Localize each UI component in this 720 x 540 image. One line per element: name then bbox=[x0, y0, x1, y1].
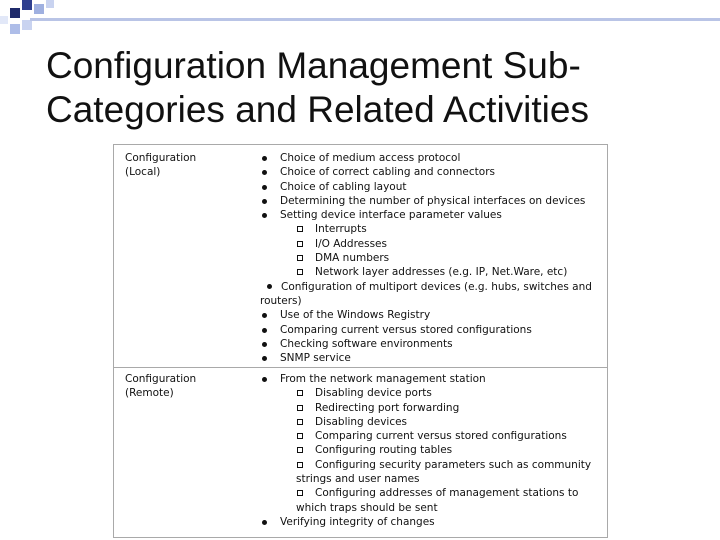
bullet-item: SNMP service bbox=[260, 351, 605, 365]
sub-bullet-item: Redirecting port forwarding bbox=[260, 401, 605, 415]
activities-cell-remote bbox=[260, 372, 605, 529]
bullet-dot-icon bbox=[262, 156, 267, 161]
category-line: Configuration bbox=[125, 152, 197, 164]
category-cell-remote bbox=[125, 372, 245, 401]
sub-bullet-item: Configuring routing tables bbox=[260, 443, 605, 457]
bullet-item: Checking software environments bbox=[260, 337, 605, 351]
bullet-item: From the network management station bbox=[260, 372, 605, 386]
category-line: (Remote) bbox=[125, 387, 174, 400]
activities-table bbox=[113, 144, 608, 538]
square-bullet-icon bbox=[297, 490, 303, 496]
sub-bullet-item: Configuring security parameters such as community bbox=[260, 458, 605, 472]
bullet-dot-icon bbox=[262, 328, 267, 333]
decor-square bbox=[0, 16, 8, 24]
bullet-item: Choice of correct cabling and connectors bbox=[260, 165, 605, 179]
sub-bullet-item: Comparing current versus stored configurations bbox=[260, 429, 605, 443]
square-bullet-icon bbox=[297, 390, 303, 396]
bullet-item: Comparing current versus stored configurations bbox=[260, 323, 605, 337]
category-line: Configuration bbox=[125, 373, 197, 385]
square-bullet-icon bbox=[297, 241, 303, 247]
bullet-item: Choice of cabling layout bbox=[260, 180, 605, 194]
bullet-dot-icon bbox=[262, 356, 267, 361]
bullet-item: Choice of medium access protocol bbox=[260, 151, 605, 165]
sub-bullet-continuation: strings and user names bbox=[296, 473, 420, 486]
activities-cell-local bbox=[260, 151, 605, 365]
bullet-dot-icon bbox=[262, 185, 267, 190]
bullet-dot-icon bbox=[262, 170, 267, 175]
decor-square bbox=[22, 20, 32, 30]
bullet-dot-icon bbox=[262, 377, 267, 382]
square-bullet-icon bbox=[297, 255, 303, 261]
bullet-item-continuation: routers) bbox=[260, 294, 302, 307]
sub-bullet-item: I/O Addresses bbox=[260, 237, 605, 251]
bullet-dot-icon bbox=[262, 213, 267, 218]
bullet-dot-icon bbox=[267, 284, 272, 289]
square-bullet-icon bbox=[297, 226, 303, 232]
square-bullet-icon bbox=[297, 447, 303, 453]
sub-bullet-continuation: which traps should be sent bbox=[296, 501, 438, 514]
bullet-item: Determining the number of physical interfaces on devices bbox=[260, 194, 605, 208]
square-bullet-icon bbox=[297, 269, 303, 275]
sub-bullet-item: Network layer addresses (e.g. IP, Net.Ware, etc) bbox=[260, 265, 605, 279]
sub-bullet-item: Disabling device ports bbox=[260, 386, 605, 400]
header-bar bbox=[30, 18, 720, 21]
square-bullet-icon bbox=[297, 462, 303, 468]
bullet-dot-icon bbox=[262, 342, 267, 347]
category-cell-local bbox=[125, 151, 245, 180]
sub-bullet-item: Interrupts bbox=[260, 222, 605, 236]
bullet-item: Configuration of multiport devices (e.g. hubs, switches and bbox=[260, 280, 605, 294]
square-bullet-icon bbox=[297, 405, 303, 411]
category-line: (Local) bbox=[125, 166, 161, 179]
bullet-item: Use of the Windows Registry bbox=[260, 308, 605, 322]
bullet-dot-icon bbox=[262, 199, 267, 204]
bullet-item: Verifying integrity of changes bbox=[260, 515, 605, 529]
bullet-item: Setting device interface parameter values bbox=[260, 208, 605, 222]
decor-square bbox=[46, 0, 54, 8]
square-bullet-icon bbox=[297, 433, 303, 439]
sub-bullet-item: Disabling devices bbox=[260, 415, 605, 429]
decor-square bbox=[10, 24, 20, 34]
decor-square bbox=[22, 0, 32, 10]
square-bullet-icon bbox=[297, 419, 303, 425]
decor-square bbox=[10, 8, 20, 18]
slide-title: Configuration Management Sub-Categories and Related Activities bbox=[46, 45, 589, 130]
decor-square bbox=[34, 4, 44, 14]
bullet-dot-icon bbox=[262, 313, 267, 318]
row-divider bbox=[114, 367, 607, 368]
sub-bullet-item: Configuring addresses of management stations to bbox=[260, 486, 605, 500]
sub-bullet-item: DMA numbers bbox=[260, 251, 605, 265]
bullet-dot-icon bbox=[262, 520, 267, 525]
